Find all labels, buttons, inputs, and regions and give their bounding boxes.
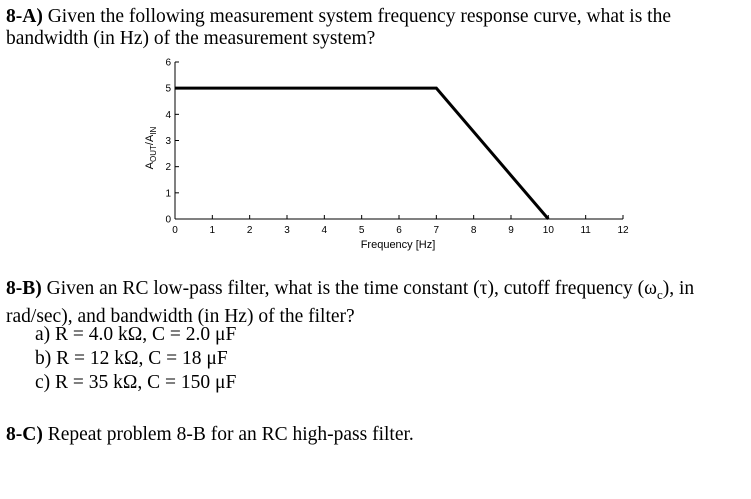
question-8c-label: 8-C) <box>6 424 43 445</box>
question-8b-line2: rad/sec), and bandwidth (in Hz) of the filter? <box>6 305 355 327</box>
chart-ticks <box>165 58 629 237</box>
x-tick-label: 10 <box>542 225 554 236</box>
x-tick-label: 6 <box>396 225 402 236</box>
x-tick-label: 8 <box>470 225 477 236</box>
x-tick-label: 12 <box>617 225 629 236</box>
y-tick-label: 2 <box>165 162 171 174</box>
x-tick-label: 11 <box>580 225 591 236</box>
option-c: c) R = 35 kΩ, C = 150 μF <box>35 372 237 393</box>
x-tick-label: 4 <box>321 225 328 236</box>
y-tick-label: 3 <box>165 136 171 147</box>
question-8b <box>6 278 694 328</box>
question-8a-line2: bandwidth (in Hz) of the measurement system? <box>6 28 376 49</box>
x-tick-label: 2 <box>246 225 253 236</box>
question-8b-text1-end: ), in <box>662 278 695 299</box>
y-tick-label: 5 <box>165 83 171 95</box>
question-8c <box>6 424 414 446</box>
question-8a-text1: Given the following measurement system frequency response curve, what is the <box>42 6 671 27</box>
x-tick-label: 0 <box>172 225 178 236</box>
y-tick-label: 6 <box>165 57 171 69</box>
question-8b-line1 <box>6 278 694 306</box>
y-tick-label: 4 <box>165 109 171 121</box>
x-tick-label: 7 <box>433 225 440 236</box>
y-axis-label: $A_{OUT}/A_{IN}$ <box>144 126 158 170</box>
x-tick-label: 9 <box>508 225 514 236</box>
option-b: b) R = 12 kΩ, C = 18 μF <box>35 348 228 369</box>
response-curve <box>175 88 548 219</box>
option-a: a) R = 4.0 kΩ, C = 2.0 μF <box>35 324 237 345</box>
x-axis-label: Frequency [Hz] <box>360 239 436 251</box>
chart-series <box>175 88 548 219</box>
x-tick-label: 1 <box>209 225 216 236</box>
question-8b-text1: Given an RC low-pass filter, what is the time constant (τ), cutoff frequency (ω <box>41 278 657 299</box>
x-tick-label: 5 <box>358 225 365 236</box>
x-tick-label: 3 <box>284 225 290 236</box>
y-tick-label: 1 <box>165 188 171 200</box>
omega-subscript: c <box>656 286 663 302</box>
question-8a-label: 8-A) <box>6 6 43 27</box>
chart-axes <box>175 62 623 219</box>
question-8b-label: 8-B) <box>6 278 42 299</box>
y-tick-label: 0 <box>165 214 171 226</box>
question-8c-text: Repeat problem 8-B for an RC high-pass filter. <box>42 424 414 445</box>
